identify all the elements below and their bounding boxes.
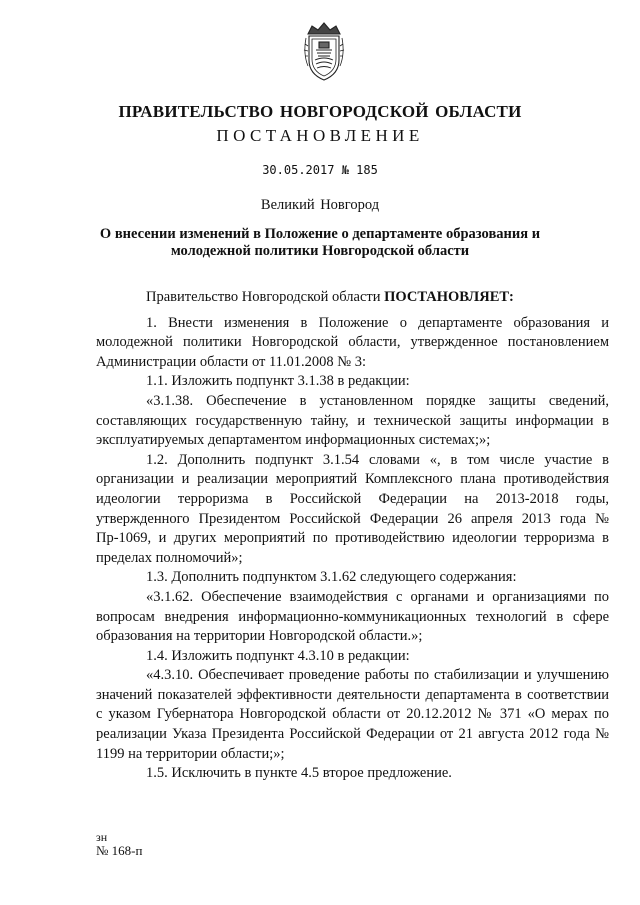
paragraph: 1.5. Исключить в пункте 4.5 второе предложение. — [146, 765, 452, 782]
document-body — [96, 288, 609, 784]
paragraph: 1.4. Изложить подпункт 4.3.10 в редакции: — [146, 647, 410, 664]
date-number: 30.05.2017 № 185 — [262, 163, 378, 177]
footer-number: № 168-п — [96, 843, 143, 858]
footer — [96, 830, 142, 858]
organization-name: ПРАВИТЕЛЬСТВО НОВГОРОДСКОЙ ОБЛАСТИ — [118, 102, 522, 121]
document-title: О внесении изменений в Положение о департаменте образования и молодежной политики Новгородской области — [99, 226, 541, 259]
document-type: ПОСТАНОВЛЕНИЕ — [216, 126, 424, 145]
paragraph: 1.1. Изложить подпункт 3.1.38 в редакции: — [146, 373, 410, 390]
coat-of-arms-emblem — [302, 20, 346, 82]
paragraph: «3.1.38. Обеспечение в установленном порядке защиты сведений, составляющих государственную тайну, и технической защиты информации в эксплуатируемых департаментом информационных системах;»; — [96, 392, 609, 449]
lead-text: Правительство Новгородской области — [146, 289, 385, 305]
paragraph: «4.3.10. Обеспечивает проведение работы по стабилизации и улучшению значений показателей эффективности деятельности департамента в соответствии с указом Губернатора Новгородской области от 20.12.2012 № 371 «О мерах по реализации Указа Президента Российской Федерации от 21 августа 2012 года № 1199 на территории области;»; — [96, 667, 609, 762]
paragraph: 1.3. Дополнить подпунктом 3.1.62 следующего содержания: — [146, 569, 517, 586]
footer-code: зн — [96, 830, 108, 844]
lead-bold: ПОСТАНОВЛЯЕТ: — [384, 289, 514, 305]
city: Великий Новгород — [260, 197, 380, 213]
lead-paragraph — [96, 288, 609, 308]
paragraph: 1.2. Дополнить подпункт 3.1.54 словами «, в том числе участие в организации и реализации мероприятий Комплексного плана противодействия идеологии терроризма в Российской Федерации на 2013-2018 годы, утвержденного Президентом Российской Федерации 26 апреля 2013 года № Пр-1069, и других мероприятий по противодействию идеологии терроризма в пределах полномочий»; — [96, 451, 609, 566]
paragraph: «3.1.62. Обеспечение взаимодействия с органами и организациями по вопросам внедрения информационно-коммуникационных технологий в сфере образования на территории Новгородской области.»; — [96, 588, 609, 645]
paragraph: 1. Внести изменения в Положение о департаменте образования и молодежной политики Новгородской области, утвержденное постановлением Администрации области от 11.01.2008 № 3: — [96, 314, 609, 370]
